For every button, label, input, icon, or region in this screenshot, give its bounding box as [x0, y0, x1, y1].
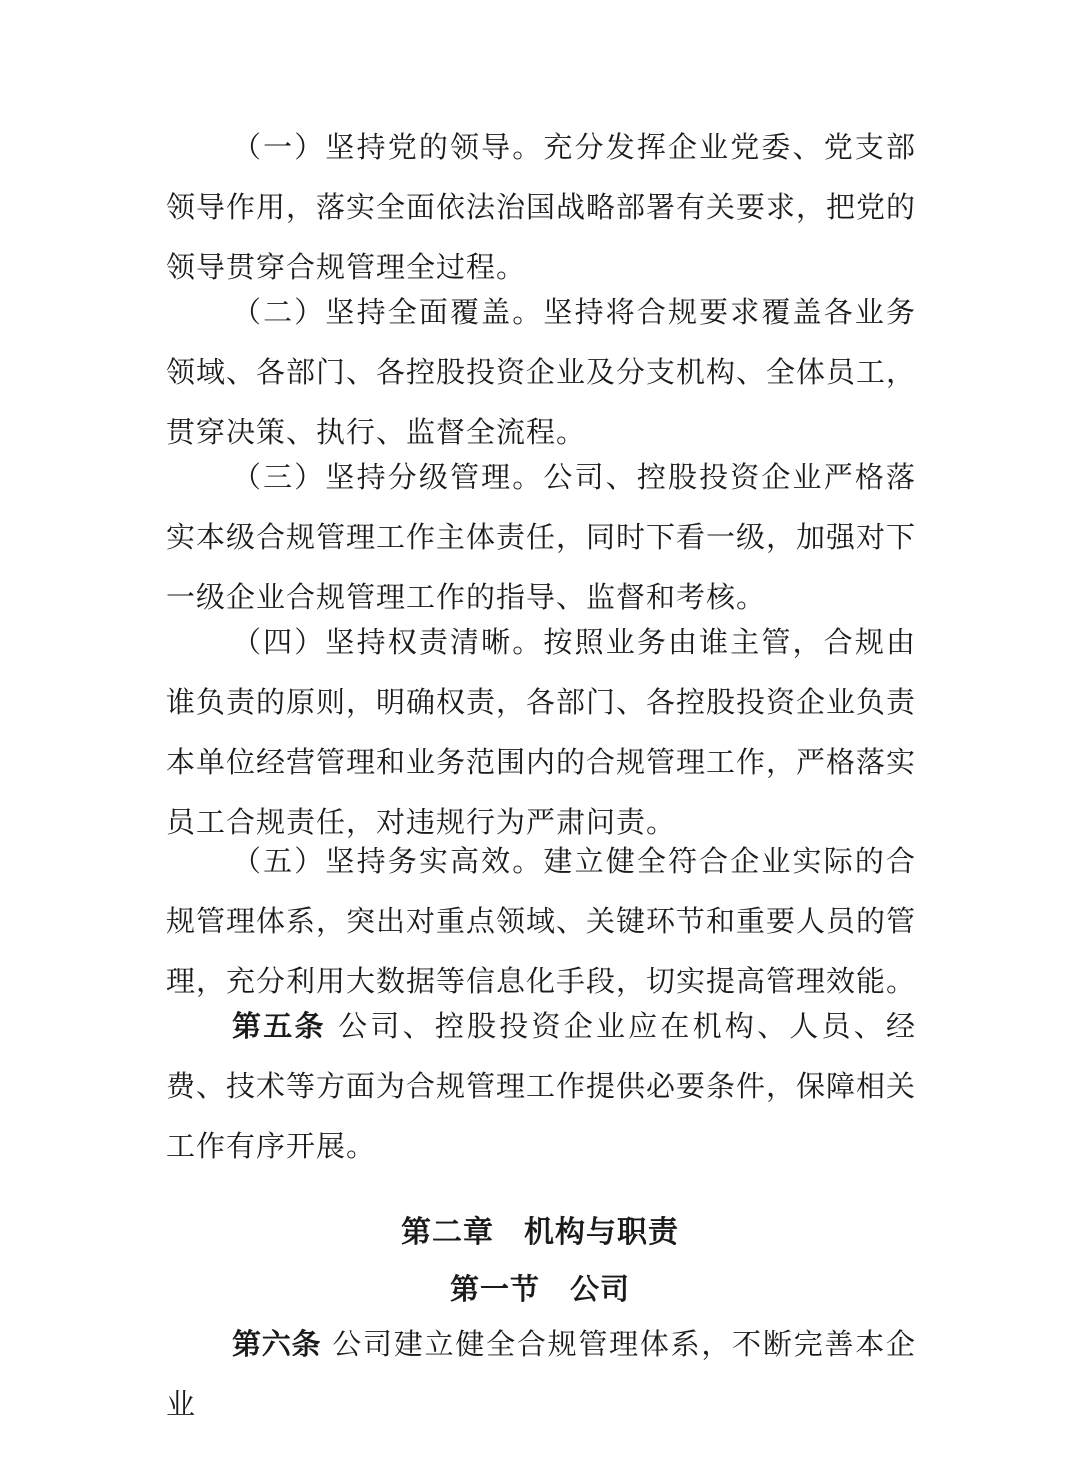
section-number: 第一节 — [449, 1272, 540, 1306]
article-5-paragraph — [166, 996, 916, 1176]
section-title: 公司 — [570, 1272, 631, 1306]
principle-paragraph-4: （四）坚持权责清晰。按照业务由谁主管，合规由谁负责的原则，明确权责，各部门、各控股投资企业负责本单位经营管理和业务范围内的合规管理工作，严格落实员工合规责任，对违规行为严肃问责。 — [166, 625, 917, 839]
principle-paragraph-5: （五）坚持务实高效。建立健全符合企业实际的合规管理体系，突出对重点领域、关键环节和重要人员的管理，充分利用大数据等信息化手段，切实提高管理效能。 — [166, 844, 917, 998]
article-6-paragraph — [166, 1314, 916, 1434]
article-5-label: 第五条 — [232, 1009, 326, 1043]
chapter-number: 第二章 — [401, 1215, 494, 1250]
section-heading — [0, 1269, 1080, 1309]
article-6-label: 第六条 — [232, 1327, 322, 1361]
article-5-text: 公司、控股投资企业应在机构、人员、经费、技术等方面为合规管理工作提供必要条件，保障相关工作有序开展。 — [166, 1009, 917, 1163]
chapter-title: 机构与职责 — [524, 1215, 679, 1250]
chapter-heading — [0, 1213, 1080, 1253]
principle-paragraph-3: （三）坚持分级管理。公司、控股投资企业严格落实本级合规管理工作主体责任，同时下看一级，加强对下一级企业合规管理工作的指导、监督和考核。 — [166, 460, 917, 614]
principle-paragraph-1: （一）坚持党的领导。充分发挥企业党委、党支部领导作用，落实全面依法治国战略部署有关要求，把党的领导贯穿合规管理全过程。 — [166, 130, 917, 284]
article-6-text: 公司建立健全合规管理体系，不断完善本企业 — [166, 1327, 916, 1421]
principle-paragraph-2: （二）坚持全面覆盖。坚持将合规要求覆盖各业务领域、各部门、各控股投资企业及分支机构、全体员工，贯穿决策、执行、监督全流程。 — [166, 295, 917, 449]
